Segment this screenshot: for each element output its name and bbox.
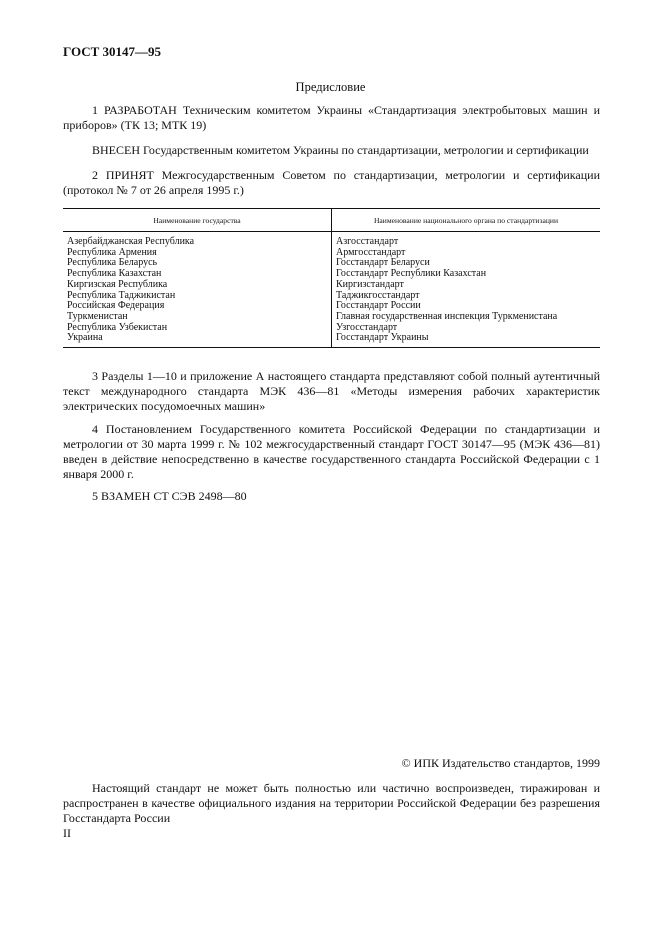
paragraph-replaces: 5 ВЗАМЕН СТ СЭВ 2498—80 xyxy=(92,489,247,503)
paragraph-introduced-by: ВНЕСЕН Государственным комитетом Украины по стандартизации, метрологии и сертификации xyxy=(92,143,589,157)
national-body: Госстандарт Беларуси xyxy=(336,257,430,269)
state-name: Республика Казахстан xyxy=(63,269,332,280)
national-body: Госстандарт Республики Казахстан xyxy=(336,268,487,280)
paragraph-enactment: 4 Постановлением Государственного комитета Российской Федерации по стандартизации и метрологии от 30 марта 1999 г. № 102 межгосударственный стандарт ГОСТ 30147—95 (МЭК 436—81) введен в действие непосредственно в качестве государственного стандарта Российской Федерации с 1 января 2000 г. xyxy=(63,422,600,481)
state-name: Азербайджанская Республика xyxy=(63,232,332,248)
national-body: Армгосстандарт xyxy=(336,246,406,258)
copyright-line: © ИПК Издательство стандартов, 1999 xyxy=(401,756,600,770)
table-row xyxy=(63,323,600,334)
column-header-state: Наименование государства xyxy=(63,209,332,232)
state-name: Украина xyxy=(63,333,332,347)
national-body: Таджикгосстандарт xyxy=(336,289,420,301)
table-row xyxy=(63,280,600,291)
table-row xyxy=(63,333,600,347)
section-title: Предисловие xyxy=(295,80,366,94)
reproduction-notice: Настоящий стандарт не может быть полностью или частично воспроизведен, тиражирован и распространен в качестве официального издания на территории Российской Федерации без разрешения Госстандарта России xyxy=(63,781,600,825)
state-name: Российская Федерация xyxy=(63,301,332,312)
document-code: ГОСТ 30147—95 xyxy=(63,44,162,59)
paragraph-developed-by: 1 РАЗРАБОТАН Техническим комитетом Украины «Стандартизация электробытовых машин и приборов» (ТК 13; МТК 19) xyxy=(63,103,600,132)
state-name: Республика Армения xyxy=(63,248,332,259)
state-name: Киргизская Республика xyxy=(63,280,332,291)
national-body: Киргизстандарт xyxy=(336,278,404,290)
state-name: Республика Беларусь xyxy=(63,258,332,269)
state-name: Туркменистан xyxy=(63,312,332,323)
paragraph-adopted-by: 2 ПРИНЯТ Межгосударственным Советом по стандартизации, метрологии и сертификации (протокол № 7 от 26 апреля 1995 г.) xyxy=(63,168,600,197)
paragraph-authentic-text: 3 Разделы 1—10 и приложение А настоящего стандарта представляют собой полный аутентичный текст международного стандарта МЭК 436—81 «Методы измерения рабочих характеристик электрических посудомоечных машин» xyxy=(63,369,600,413)
table-header-row xyxy=(63,209,600,232)
national-body: Госстандарт России xyxy=(336,300,421,312)
page-number: II xyxy=(63,826,71,840)
column-header-national-body: Наименование национального органа по стандартизации xyxy=(332,209,601,232)
state-name: Республика Узбекистан xyxy=(63,323,332,334)
national-body: Азгосстандарт xyxy=(336,236,399,247)
state-name: Республика Таджикистан xyxy=(63,291,332,302)
national-body: Главная государственная инспекция Туркменистана xyxy=(336,310,558,322)
table-row xyxy=(63,232,600,248)
states-table xyxy=(63,208,600,348)
national-body: Узгосстандарт xyxy=(336,321,398,333)
national-body: Госстандарт Украины xyxy=(332,333,601,347)
